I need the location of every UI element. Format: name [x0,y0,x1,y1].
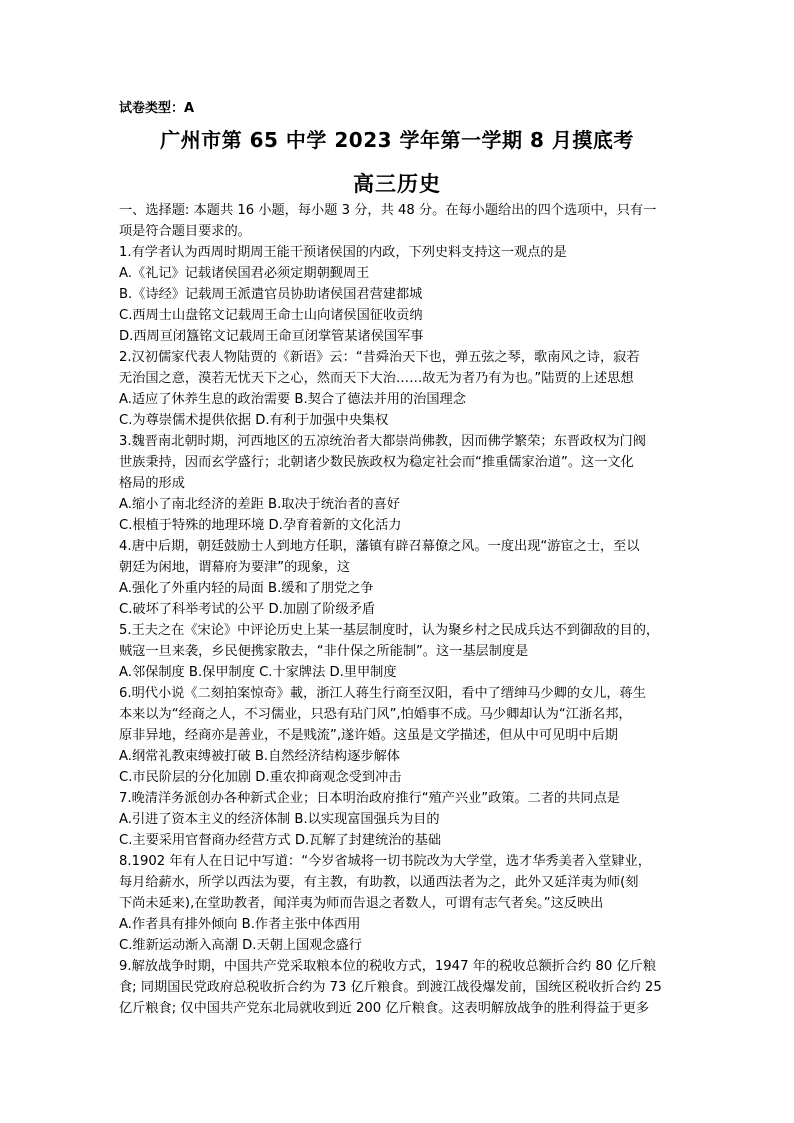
text-line: A.强化了外重内轻的局面 B.缓和了朋党之争 [119,581,374,596]
text-line: D.西周亘闭簋铭文记载周王命亘闭掌管某诸侯国军事 [119,329,424,344]
text-line: 贼寇一旦来袭，乡民便携家散去，“非什保之所能制”。这一基层制度是 [119,644,529,659]
text-line: 9.解放战争时期，中国共产党采取粮本位的税收方式，1947 年的税收总额折合约 80 亿斤粮 [119,959,657,974]
text-line: 世族秉持，因而玄学盛行；北朝诸少数民族政权为稳定社会而“推重儒家治道”。这一文化 [119,455,634,470]
text-line: C.根植于特殊的地理环境 D.孕育着新的文化活力 [119,518,402,533]
text-line: 7.晚清洋务派创办各种新式企业；日本明治政府推行“殖产兴业”政策。二者的共同点是 [119,791,620,806]
text-line: 1.有学者认为西周时期周王能干预诸侯国的内政，下列史料支持这一观点的是 [119,245,567,260]
text-line: 一、选择题: 本题共 16 小题，每小题 3 分，共 48 分。在每小题给出的四个选项中，只有一 [119,203,657,218]
text-line: A.缩小了南北经济的差距 B.取决于统治者的喜好 [119,497,400,512]
text-line: 朝廷为闲地，谓幕府为要津”的现象，这 [119,560,351,575]
text-line: C.维新运动渐入高潮 D.天朝上国观念盛行 [119,938,362,953]
text-line: C.主要采用官督商办经营方式 D.瓦解了封建统治的基础 [119,833,442,848]
exam-subject: 高三历史 [353,172,441,196]
text-line: C.西周士山盘铭文记载周王命士山向诸侯国征收贡纳 [119,308,423,323]
text-line: 本来以为“经商之人，不习儒业，只恐有玷门风”,怕婚事不成。马少卿却认为“江浙名邦， [119,707,632,722]
text-line: 原非异地，经商亦是善业，不是贱流”,遂许婚。这虽是文学描述，但从中可见明中后期 [119,728,618,743]
text-line: A.适应了休养生息的政治需要 B.契合了德法并用的治国理念 [119,392,466,407]
text-line: 食; 同期国民党政府总税收折合约为 73 亿斤粮食。到渡江战役爆发前，国统区税收折合约 25 [119,980,662,995]
question-body [119,200,679,1019]
text-line: 无治国之意，漠若无忧天下之心，然而天下大治……故无为者乃有为也。”陆贾的上述思想 [119,371,634,386]
text-line: 6.明代小说《二刻拍案惊奇》載，浙江人蒋生行商至汉阳，看中了缙绅马少卿的女儿，蒋生 [119,686,646,701]
text-line: A.纲常礼教束缚被打破 B.自然经济结构逐步解体 [119,749,400,764]
text-line: A.作者具有排外倾向 B.作者主张中体西用 [119,917,361,932]
text-line: C.破坏了科举考试的公平 D.加剧了阶级矛盾 [119,602,376,617]
text-line: C.为尊崇儒术提供依据 D.有利于加强中央集权 [119,413,389,428]
text-line: 2.汉初儒家代表人物陆贾的《新语》云：“昔舜治天下也，弹五弦之琴，歌南风之诗，寂若 [119,350,640,365]
text-line: 3.魏晋南北朝时期，河西地区的五凉统治者大都崇尚佛教，因而佛学繁荣；东晋政权为门阀 [119,434,646,449]
text-line: 5.王夫之在《宋论》中评论历史上某一基层制度时，认为聚乡村之民成兵达不到御敌的目的， [119,623,660,638]
text-line: B.《诗经》记载周王派遣官员协助诸侯国君营建都城 [119,287,423,302]
text-line: A.引进了资本主义的经济体制 B.以实现富国强兵为目的 [119,812,440,827]
text-line: C.市民阶层的分化加剧 D.重农抑商观念受到冲击 [119,770,402,785]
text-line: A.邻保制度 B.保甲制度 C.十家牌法 D.里甲制度 [119,665,397,680]
text-line: 下尚未延来),在堂助教者，闻洋夷为师而告退之者数人，可谓有志气者矣。”这反映出 [119,896,604,911]
text-line: 亿斤粮食; 仅中国共产党东北局就收到近 200 亿斤粮食。这表明解放战争的胜利得益于更多 [119,1001,650,1016]
exam-type-label: 试卷类型：A [119,101,195,116]
text-line: 4.唐中后期，朝廷鼓励士人到地方任职，藩镇有辟召幕僚之风。一度出现“游宦之士，至以 [119,539,640,554]
text-line: 项是符合题目要求的。 [119,224,251,239]
text-line: 格局的形成 [119,476,185,491]
exam-title: 广州市第 65 中学 2023 学年第一学期 8 月摸底考 [160,128,634,152]
text-line: 每月给薪水，所学以西法为要，有主教，有助教，以通西法者为之，此外又延洋夷为师(刻 [119,875,639,890]
text-line: A.《礼记》记载诸侯国君必须定期朝觐周王 [119,266,370,281]
text-line: 8.1902 年有人在日记中写道：“今岁省城将一切书院改为大学堂，选才华秀美者入堂肄业， [119,854,651,869]
